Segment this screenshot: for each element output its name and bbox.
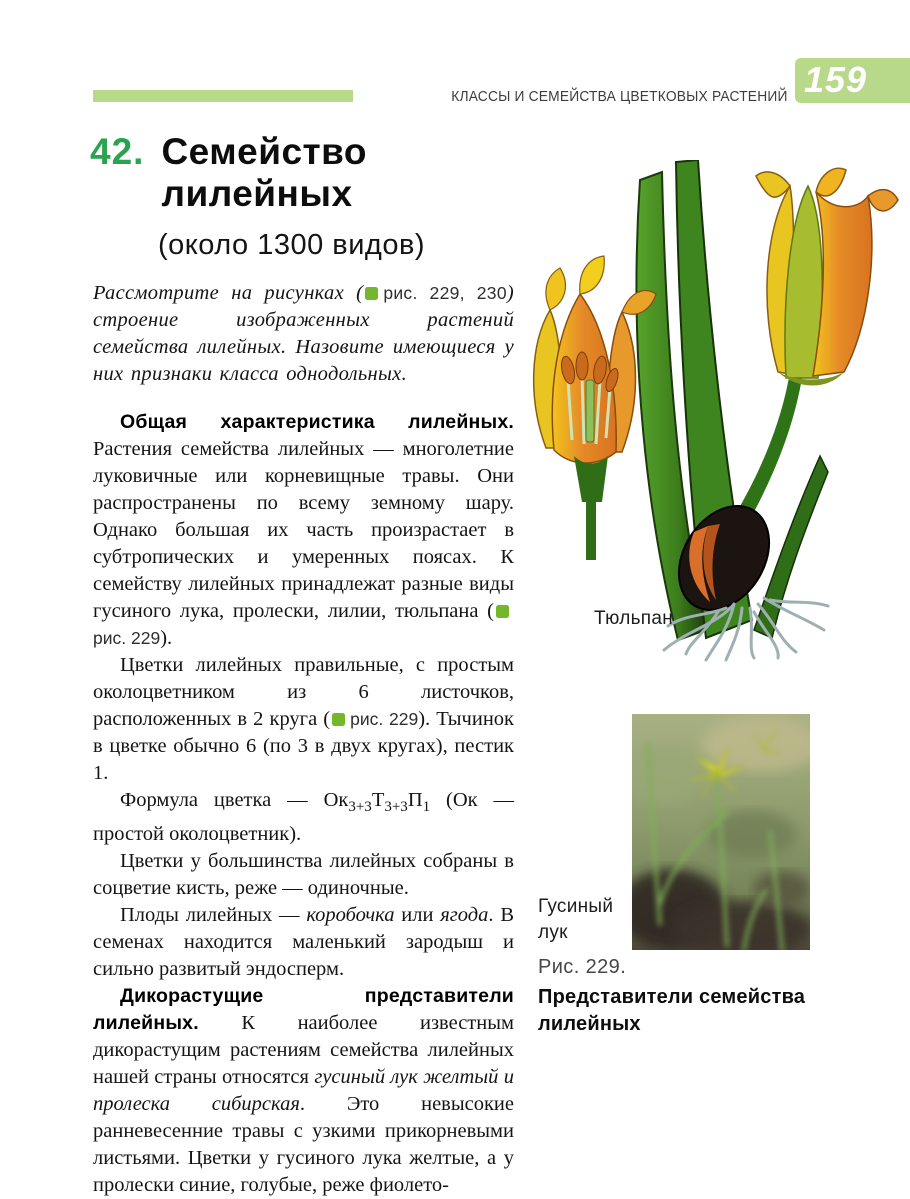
run-in-heading: Общая характеристика лилейных.: [120, 411, 514, 433]
paragraph-flowers: [93, 652, 514, 787]
chapter-title: Семейство лилейных: [161, 131, 367, 214]
paragraph-inflorescence: [93, 848, 514, 902]
formula-subscript: 3+3: [384, 799, 408, 815]
tulip-flower-left: [534, 256, 656, 560]
paragraph-text-2: ). Тычинок в цветке обычно 6 (по 3 в двух кругах), пестик 1.: [93, 708, 514, 784]
tulip-label: Тюльпан: [594, 608, 674, 629]
page-number-badge: [795, 58, 910, 103]
italic-term: ягода: [440, 904, 489, 926]
figure-caption-number: Рис. 229.: [538, 956, 627, 978]
paragraph-text-3: . В семенах находится маленький зародыш и сильно развитый эндосперм.: [93, 904, 514, 980]
paragraph-flower-formula: [93, 787, 514, 848]
paragraph-text: Цветки лилейных правильные, с простым околоцветником из 6 листочков, расположенных в 2 круга (: [93, 654, 514, 730]
formula-t: Т: [371, 789, 385, 811]
chapter-subtitle: (около 1300 видов): [158, 229, 426, 261]
text-column: [93, 280, 514, 1199]
paragraph-fruits: [93, 902, 514, 983]
intro-text-2: ) строение изображенных растений семейства лилейных. Назовите имеющиеся у них признаки класса однодольных.: [93, 282, 514, 385]
paragraph-text-2: или: [394, 904, 441, 926]
paragraph-text: К наиболее известным дикорастущим растениям семейства лилейных нашей страны относятся: [93, 1012, 514, 1088]
page-number: 159: [804, 59, 868, 100]
intro-task-paragraph: [93, 280, 514, 388]
paragraph-text: Формула цветка —: [120, 789, 324, 811]
tulip-illustration: [528, 160, 906, 665]
paragraph-text: Растения семейства лилейных — многолетние луковичные или корневищные травы. Они распространены по всему земному шару. Однако большая их часть произрастает в субтропических и умеренных поясах. К семейству лилейных принадлежат разные виды гусиного лука, пролески, лилии, тюльпана (: [93, 438, 514, 622]
goose-onion-photo: [632, 714, 810, 950]
chapter-heading: [90, 131, 530, 262]
formula-p: П: [407, 789, 423, 811]
paragraph-text: Цветки у большинства лилейных собраны в соцветие кисть, реже — одиночные.: [93, 850, 514, 899]
intro-text: Рассмотрите на рисунках (: [93, 282, 364, 304]
goose-onion-label: Гусиный лук: [538, 896, 614, 943]
tulip-flower-right: [756, 168, 898, 385]
paragraph-text-2: (Ок — простой околоцветник).: [93, 789, 515, 845]
paragraph-text: Плоды лилейных —: [120, 904, 307, 926]
italic-term: гусиный лук желтый и пролеска сибирская: [93, 1066, 515, 1115]
header-green-bar: [93, 90, 353, 102]
figure-ref: рис. 229: [93, 628, 161, 648]
figure-ref-icon: [332, 713, 345, 726]
chapter-number: 42.: [90, 131, 145, 172]
paragraph-text-2: . Это невысокие ранневесенние травы с узкими прикорневыми листьями. Цветки у гусиного лука желтые, а у пролески синие, голубые, реже фиолето-: [93, 1093, 514, 1196]
paragraph-general-characteristics: [93, 409, 514, 652]
formula-ok: Ок: [323, 789, 349, 811]
figure-ref-icon: [496, 605, 509, 618]
running-title: КЛАССЫ И СЕМЕЙСТВА ЦВЕТКОВЫХ РАСТЕНИЙ: [451, 88, 788, 105]
italic-term: коробочка: [306, 904, 395, 926]
paragraph-wild-representatives: [93, 983, 514, 1199]
figure-ref-icon: [365, 287, 378, 300]
formula-subscript: 3+3: [348, 799, 372, 815]
figure-caption-title: Представители семейства лилейных: [538, 986, 806, 1035]
figure-ref: рис. 229: [350, 709, 419, 729]
paragraph-text-2: ).: [160, 627, 173, 649]
goose-onion-photo-art: [632, 714, 810, 950]
formula-subscript: 1: [422, 799, 431, 815]
run-in-heading: Дикорастущие представители лилейных.: [93, 985, 514, 1034]
figure-ref: рис. 229, 230: [383, 283, 507, 303]
flower-formula: [323, 789, 431, 815]
